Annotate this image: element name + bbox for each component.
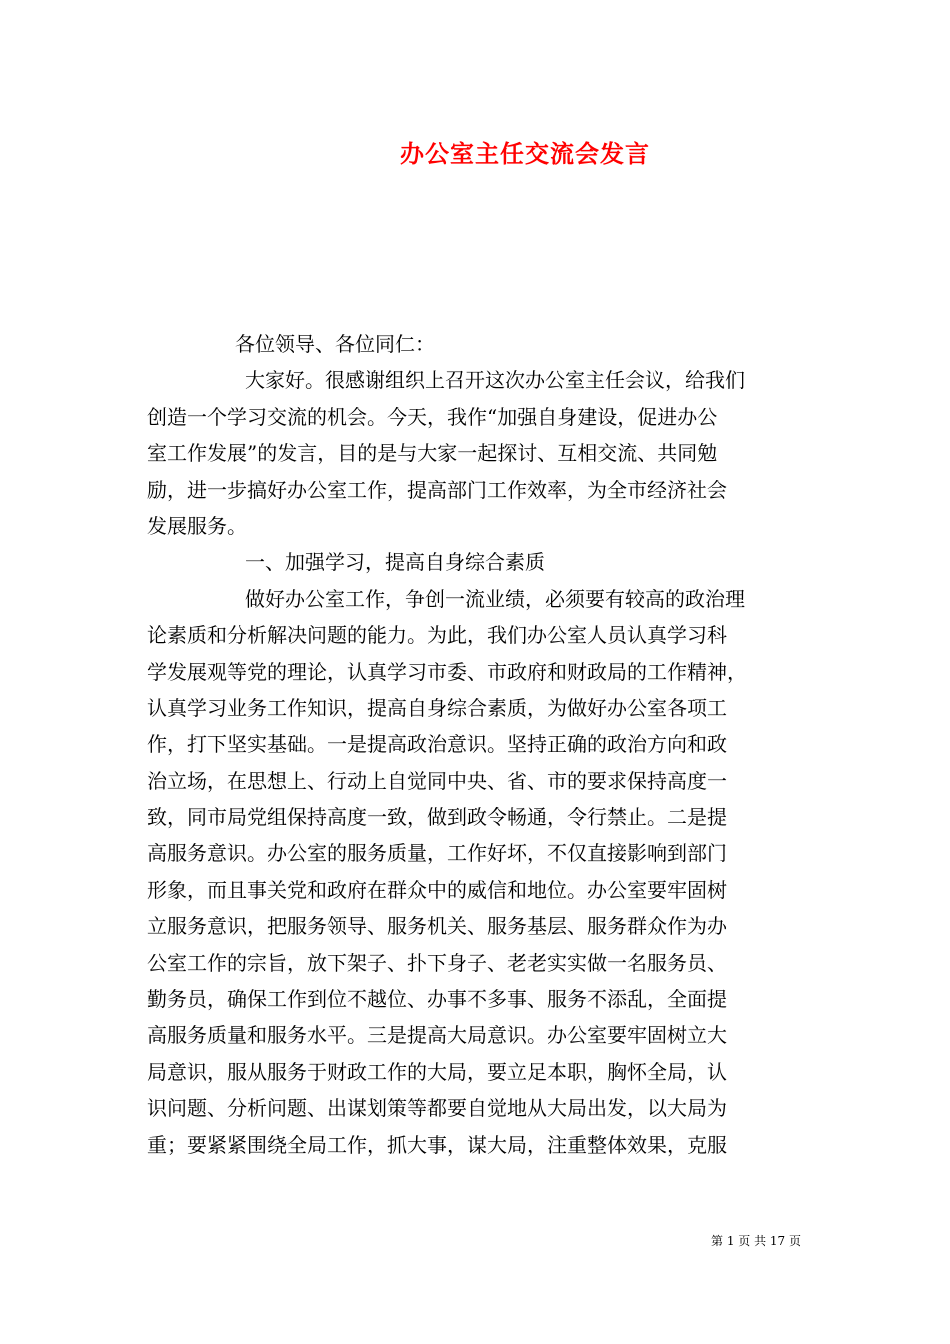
body-line: 高服务意识。办公室的服务质量，工作好坏，不仅直接影响到部门 (147, 841, 727, 866)
body-line: 作，打下坚实基础。一是提高政治意识。坚持正确的政治方向和政 (147, 732, 727, 757)
document-title: 办公室主任交流会发言 (400, 139, 650, 168)
body-line: 一、加强学习，提高自身综合素质 (245, 550, 545, 575)
body-line: 局意识，服从服务于财政工作的大局，要立足本职，胸怀全局，认 (147, 1059, 727, 1084)
body-line: 励，进一步搞好办公室工作，提高部门工作效率，为全市经济社会 (147, 477, 727, 502)
body-line: 认真学习业务工作知识，提高自身综合素质，为做好办公室各项工 (147, 695, 727, 720)
body-line: 重；要紧紧围绕全局工作，抓大事，谋大局，注重整体效果，克服 (147, 1132, 727, 1157)
body-line: 发展服务。 (147, 513, 247, 538)
body-line: 致，同市局党组保持高度一致，做到政令畅通，令行禁止。二是提 (147, 805, 727, 830)
body-line: 识问题、分析问题、出谋划策等都要自觉地从大局出发，以大局为 (147, 1096, 727, 1121)
body-line: 大家好。很感谢组织上召开这次办公室主任会议，给我们 (245, 368, 745, 393)
body-line: 勤务员，确保工作到位不越位、办事不多事、服务不添乱，全面提 (147, 987, 727, 1012)
body-line: 学发展观等党的理论，认真学习市委、市政府和财政局的工作精神， (147, 659, 747, 684)
body-line: 论素质和分析解决问题的能力。为此，我们办公室人员认真学习科 (147, 623, 727, 648)
body-line: 做好办公室工作，争创一流业绩，必须要有较高的政治理 (245, 586, 745, 611)
body-line: 立服务意识，把服务领导、服务机关、服务基层、服务群众作为办 (147, 914, 727, 939)
document-body (147, 326, 807, 1163)
body-line: 公室工作的宗旨，放下架子、扑下身子、老老实实做一名服务员、 (147, 950, 727, 975)
body-line: 各位领导、各位同仁： (235, 332, 435, 356)
body-line: 高服务质量和服务水平。三是提高大局意识。办公室要牢固树立大 (147, 1023, 727, 1048)
body-line: 形象，而且事关党和政府在群众中的威信和地位。办公室要牢固树 (147, 877, 727, 902)
page-number: 第 1 页 共 17 页 (711, 1234, 801, 1248)
body-line: 室工作发展”的发言，目的是与大家一起探讨、互相交流、共同勉 (147, 441, 718, 466)
body-line: 治立场，在思想上、行动上自觉同中央、省、市的要求保持高度一 (147, 768, 727, 793)
body-line: 创造一个学习交流的机会。今天，我作“加强自身建设，促进办公 (147, 404, 718, 429)
